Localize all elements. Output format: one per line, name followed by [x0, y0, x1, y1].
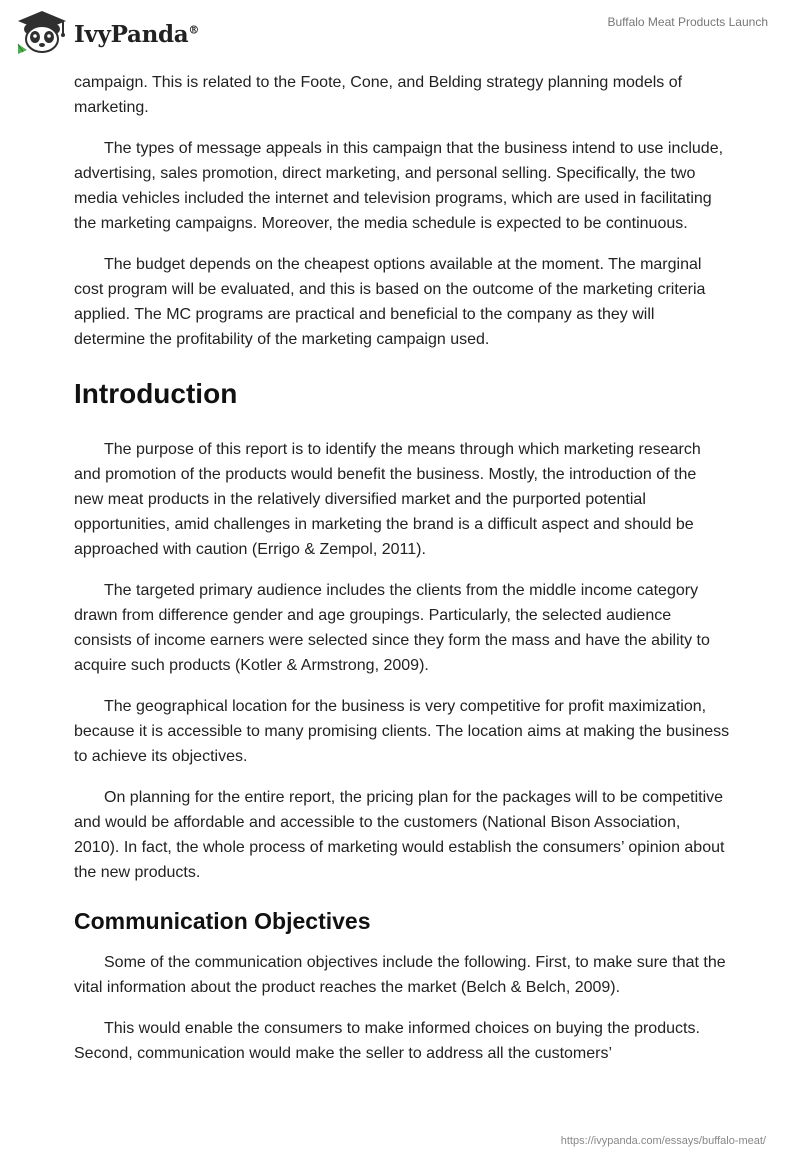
brand-name: IvyPanda® [74, 20, 200, 48]
essay-body [74, 70, 730, 1082]
panda-graduate-icon [14, 8, 70, 58]
paragraph: This would enable the consumers to make informed choices on buying the products. Second, communication would make the seller to address all the customers’ [74, 1020, 700, 1062]
section-heading-introduction: Introduction [74, 378, 238, 409]
document-title: Buffalo Meat Products Launch [607, 15, 768, 29]
paragraph: campaign. This is related to the Foote, Cone, and Belding strategy planning models of marketing. [74, 74, 683, 116]
page-header [0, 0, 800, 70]
brand-logo[interactable] [14, 8, 199, 58]
paragraph: The geographical location for the business is very competitive for profit maximization, because it is accessible to many promising clients. The location aims at making the business to achieve its objectives. [74, 698, 730, 765]
source-url[interactable]: https://ivypanda.com/essays/buffalo-meat/ [560, 1135, 766, 1147]
paragraph: The targeted primary audience includes the clients from the middle income category drawn from difference gender and age groupings. Particularly, the selected audience consists of income earners were selected since they form the mass and have the ability to acquire such products (Kotler & Armstrong, 2009). [74, 582, 710, 674]
paragraph: On planning for the entire report, the pricing plan for the packages will to be competitive and would be affordable and accessible to the customers (National Bison Association, 2010). In fact, the whole process of marketing would establish the consumers’ opinion about the new products. [74, 789, 725, 881]
paragraph: The purpose of this report is to identify the means through which marketing research and promotion of the products would benefit the business. Mostly, the introduction of the new meat products in the relatively diversified market and the purported potential opportunities, amid challenges in marketing the brand is a difficult aspect and should be approached with caution (Errigo & Zempol, 2011). [74, 441, 701, 558]
section-heading-communication-objectives: Communication Objectives [74, 908, 371, 934]
paragraph: The budget depends on the cheapest options available at the moment. The marginal cost program will be evaluated, and this is based on the outcome of the marketing criteria applied. The MC programs are practical and beneficial to the company as they will determine the profitability of the marketing campaign used. [74, 256, 706, 348]
paragraph: The types of message appeals in this campaign that the business intend to use include, advertising, sales promotion, direct marketing, and personal selling. Specifically, the two media vehicles included the internet and television programs, which are used in facilitating the marketing campaigns. Moreover, the media schedule is expected to be continuous. [74, 140, 724, 232]
paragraph: Some of the communication objectives include the following. First, to make sure that the vital information about the product reaches the market (Belch & Belch, 2009). [74, 954, 726, 996]
